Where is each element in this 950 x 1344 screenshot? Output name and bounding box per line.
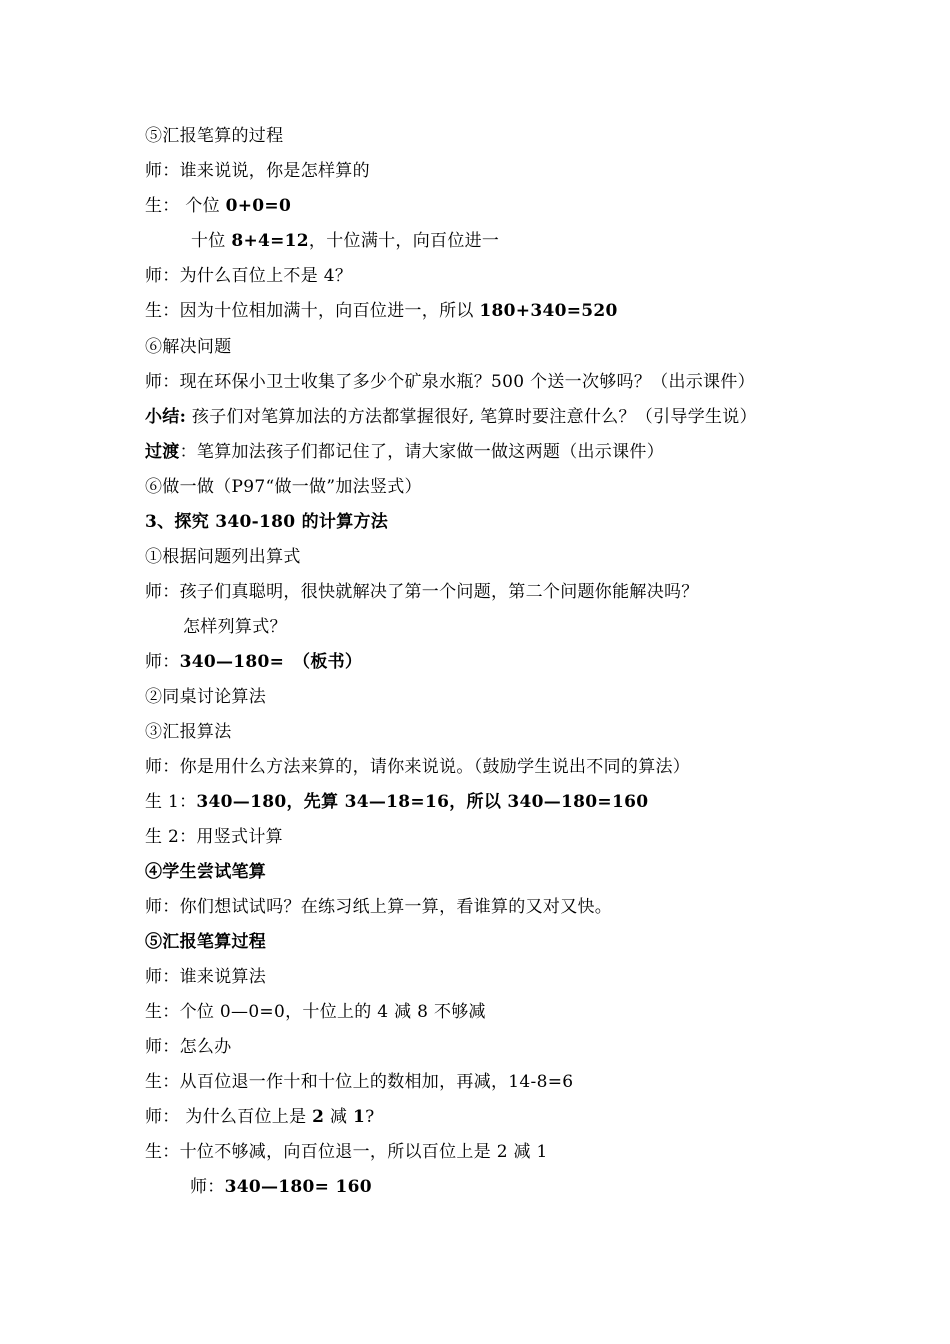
student-1-line: 生 1：340—180，先算 34—18=16，所以 340—180=160 xyxy=(145,792,649,812)
student-line-continued: 十位 8+4=12，十位满十，向百位进一 xyxy=(191,231,500,251)
teacher-line: 师：你是用什么方法来算的，请你来说说。（鼓励学生说出不同的算法） xyxy=(145,757,691,777)
summary-line: 小结: 孩子们对笔算加法的方法都掌握很好, 笔算时要注意什么？（引导学生说） xyxy=(145,407,757,427)
student-line: 生： 个位 0+0=0 xyxy=(145,196,292,216)
teacher-line: 师：340—180= （板书） xyxy=(145,652,363,672)
student-2-line: 生 2：用竖式计算 xyxy=(145,827,283,847)
step-try-written: ④学生尝试笔算 xyxy=(145,862,267,882)
step-solve-problem: ⑥解决问题 xyxy=(145,337,232,357)
transition-line: 过渡：笔算加法孩子们都记住了，请大家做一做这两题（出示课件） xyxy=(145,442,665,462)
section-heading: 3、探究 340-180 的计算方法 xyxy=(145,512,389,532)
step-practice: ⑥做一做（P97“做一做”加法竖式） xyxy=(145,477,422,497)
teacher-line: 师：谁来说算法 xyxy=(145,967,267,987)
teacher-line: 师： 为什么百位上是 2 减 1? xyxy=(145,1107,375,1127)
teacher-line: 师：孩子们真聪明，很快就解决了第一个问题，第二个问题你能解决吗？ xyxy=(145,582,699,602)
step-report-process: ⑤汇报笔算过程 xyxy=(145,932,267,952)
student-line: 生：因为十位相加满十，向百位进一，所以 180+340=520 xyxy=(145,301,618,321)
step-report-written-calc: ⑤汇报笔算的过程 xyxy=(145,126,284,146)
teacher-line: 师：为什么百位上不是 4？ xyxy=(145,266,353,286)
student-line: 生：从百位退一作十和十位上的数相加，再减，14-8=6 xyxy=(145,1072,574,1092)
teacher-line: 师：怎么办 xyxy=(145,1037,232,1057)
student-line: 生：个位 0—0=0，十位上的 4 减 8 不够减 xyxy=(145,1002,486,1022)
step-discuss: ②同桌讨论算法 xyxy=(145,687,267,707)
teacher-line-continued: 怎样列算式？ xyxy=(183,617,287,637)
teacher-line: 师：340—180= 160 xyxy=(190,1177,372,1197)
teacher-line: 师：现在环保小卫士收集了多少个矿泉水瓶？500 个送一次够吗？（出示课件） xyxy=(145,372,755,392)
step-list-formula: ①根据问题列出算式 xyxy=(145,547,301,567)
teacher-line: 师：你们想试试吗？在练习纸上算一算，看谁算的又对又快。 xyxy=(145,897,613,917)
teacher-line: 师：谁来说说，你是怎样算的 xyxy=(145,161,370,181)
student-line: 生：十位不够减，向百位退一，所以百位上是 2 减 1 xyxy=(145,1142,548,1162)
step-report-method: ③汇报算法 xyxy=(145,722,232,742)
